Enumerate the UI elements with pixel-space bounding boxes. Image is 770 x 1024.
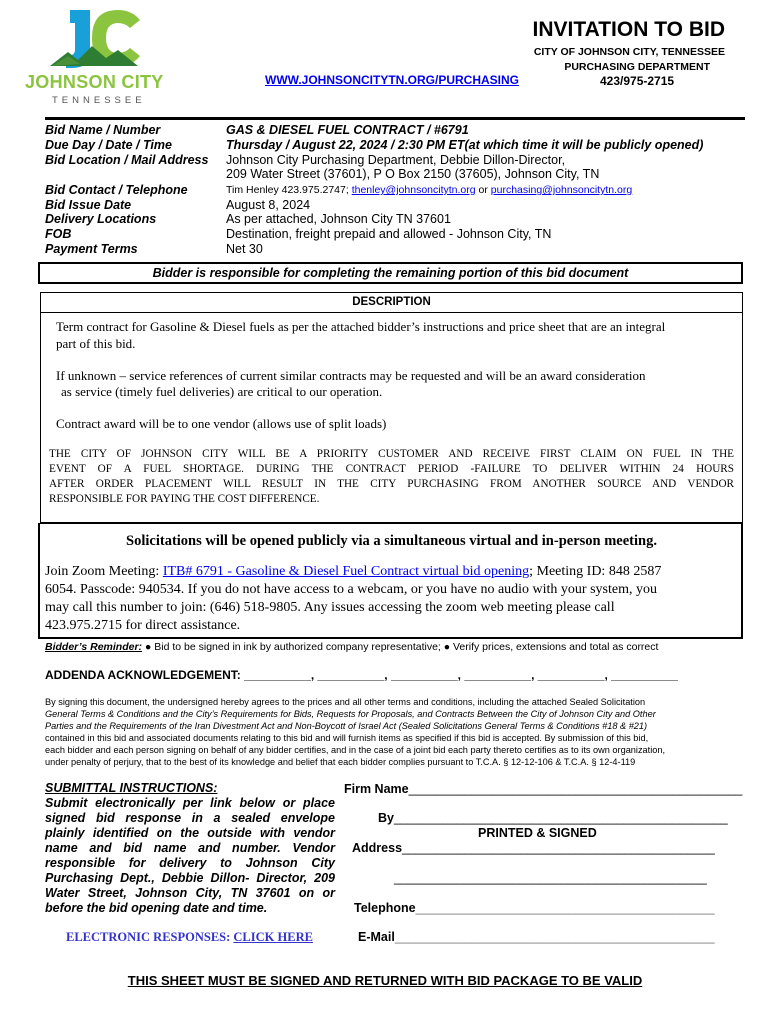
- department-line: PURCHASING DEPARTMENT: [564, 61, 710, 73]
- submittal-heading: SUBMITTAL INSTRUCTIONS:: [45, 781, 218, 795]
- address-line-2[interactable]: _____________________________________________: [394, 871, 707, 885]
- description-header: DESCRIPTION: [41, 293, 742, 313]
- city-line: CITY OF JOHNSON CITY, TENNESSEE: [533, 46, 725, 58]
- bidder-reminder: [45, 641, 658, 653]
- legal-line-3: Parties and the Requirements of the Iran Divestment Act and Non-Boycott of Israel Act (Sealed Solicitations General Terms & Conditions #18 & #21): [45, 721, 648, 731]
- location-value-1: Johnson City Purchasing Department, Debbie Dillon-Director,: [226, 153, 566, 167]
- legal-line-1: By signing this document, the undersigned hereby agrees to the prices and all other terms and conditions, including the attached Sealed Solicitation: [45, 697, 646, 707]
- email-label: E-Mail: [358, 930, 395, 944]
- submittal-line-1: Submit electronically per link below or place: [45, 796, 335, 810]
- zoom-line-4: 423.975.2715 for direct assistance.: [45, 618, 241, 633]
- click-here-link[interactable]: CLICK HERE: [233, 930, 313, 944]
- solicitation-heading: Solicitations will be opened publicly via a simultaneous virtual and in-person meeting.: [126, 533, 657, 549]
- addenda-blanks[interactable]: __________, __________, __________, __________, __________, __________: [244, 668, 678, 682]
- description-para3: Contract award will be to one vendor (allows use of split loads): [56, 416, 387, 431]
- bid-name-value: GAS & DIESEL FUEL CONTRACT / #6791: [226, 123, 469, 137]
- legal-line-2: General Terms & Conditions and the City’s Requirements for Bids, Requests for Proposals, and Contracts Between the City of Johnson City and Other: [45, 709, 656, 719]
- reminder-text: ● Bid to be signed in ink by authorized company representative; ● Verify prices, extensions and total as correct: [144, 641, 659, 653]
- addenda-acknowledgement: [45, 668, 678, 682]
- fob-label: FOB: [45, 227, 72, 241]
- description-para1-line2: part of this bid.: [56, 336, 136, 351]
- address-label: Address: [352, 841, 403, 855]
- by-field[interactable]: [378, 811, 728, 825]
- contact-email-link[interactable]: thenley@johnsoncitytn.org: [351, 184, 476, 196]
- firm-name-field[interactable]: [344, 782, 742, 796]
- description-caps-line2: EVENT OF A FUEL SHORTAGE. DURING THE CONTRACT PERIOD -FAILURE TO DELIVER WITHIN 24 HOURS: [49, 463, 734, 475]
- legal-line-5: each bidder and each person signing on behalf of any bidder certifies, and in the case of a joint bid each party thereto certifies as to its own organization,: [45, 745, 666, 755]
- header-divider: [45, 117, 745, 120]
- zoom-line-2: 6054. Passcode: 940534. If you do not have access to a webcam, or you have no audio with your system, you: [45, 582, 657, 597]
- printed-signed-caption: PRINTED & SIGNED: [478, 826, 597, 840]
- telephone-field[interactable]: [354, 901, 715, 915]
- email-field[interactable]: [358, 930, 715, 944]
- reminder-label: Bidder’s Reminder:: [45, 641, 143, 653]
- fob-value: Destination, freight prepaid and allowed - Johnson City, TN: [226, 227, 552, 241]
- description-caps-line3: AFTER ORDER PLACEMENT WILL RESULT IN THE CITY PURCHASING FROM ANOTHER SOURCE AND VENDOR: [49, 478, 734, 490]
- submittal-instructions: [45, 796, 335, 916]
- logo-text: JOHNSON CITY: [25, 72, 164, 92]
- bid-name-label: Bid Name / Number: [45, 123, 161, 137]
- electronic-responses-label: ELECTRONIC RESPONSES:: [66, 930, 231, 944]
- address-field[interactable]: [352, 841, 715, 855]
- due-value: Thursday / August 22, 2024 / 2:30 PM ET(at which time it will be publicly opened): [226, 138, 704, 152]
- terms-value: Net 30: [226, 242, 263, 256]
- description-para1-line1: Term contract for Gasoline & Diesel fuels as per the attached bidder’s instructions and price sheet that are an integral: [56, 319, 666, 334]
- submittal-line-5: responsible for delivery to Johnson City: [45, 856, 335, 870]
- telephone-label: Telephone: [354, 901, 416, 915]
- contact-label: Bid Contact / Telephone: [45, 183, 188, 197]
- electronic-responses: [66, 930, 313, 945]
- description-caps-line4: RESPONSIBLE FOR PAYING THE COST DIFFERENCE.: [49, 493, 320, 505]
- johnson-city-logo: [22, 6, 172, 106]
- solicitation-box: [38, 523, 743, 639]
- description-caps-line1: THE CITY OF JOHNSON CITY WILL BE A PRIORITY CUSTOMER AND RECEIVE FIRST CLAIM ON FUEL IN THE: [49, 448, 734, 460]
- zoom-line-3: may call this number to join: (646) 518-9805. Any issues accessing the zoom web meeting please call: [45, 600, 615, 615]
- terms-label: Payment Terms: [45, 242, 138, 256]
- footer-notice: THIS SHEET MUST BE SIGNED AND RETURNED WITH BID PACKAGE TO BE VALID: [127, 973, 643, 988]
- email-line[interactable]: ______________________________________________: [394, 930, 715, 944]
- purchasing-email-link[interactable]: purchasing@johnsoncitytn.org: [490, 184, 633, 196]
- addenda-label: ADDENDA ACKNOWLEDGEMENT:: [45, 668, 241, 682]
- by-line[interactable]: ________________________________________________: [393, 811, 728, 825]
- zoom-prefix: Join Zoom Meeting:: [45, 564, 160, 579]
- due-label: Due Day / Date / Time: [45, 138, 172, 152]
- submittal-line-4: name and bid name and number. Vendor: [45, 841, 335, 855]
- purchasing-website-link[interactable]: WWW.JOHNSONCITYTN.ORG/PURCHASING: [265, 73, 519, 87]
- contact-name: Tim Henley 423.975.2747;: [226, 184, 349, 196]
- legal-line-4: contained in this bid and associated documents relating to this bid and will furnish items as specified if this bid is accepted. By submission of this bid,: [45, 733, 649, 743]
- by-label: By: [378, 811, 394, 825]
- firm-name-label: Firm Name: [344, 782, 409, 796]
- location-value-2: 209 Water Street (37601), P O Box 2150 (37605), Johnson City, TN: [226, 167, 600, 181]
- submittal-line-3: plainly identified on the outside with vendor: [45, 826, 335, 840]
- submittal-line-8: before the bid opening date and time.: [45, 901, 268, 915]
- zoom-meeting-id: ; Meeting ID: 848 2587: [529, 564, 662, 579]
- submittal-line-2: signed bid response in a sealed envelope: [45, 811, 335, 825]
- issue-date-value: August 8, 2024: [226, 198, 311, 212]
- telephone-line[interactable]: ___________________________________________: [415, 901, 715, 915]
- logo-subtext: TENNESSEE: [52, 95, 146, 106]
- zoom-meeting-link[interactable]: ITB# 6791 - Gasoline & Diesel Fuel Contract virtual bid opening: [162, 564, 530, 579]
- contact-value: [226, 184, 632, 196]
- submittal-line-6: Purchasing Dept., Debbie Dillon- Director, 209: [45, 871, 335, 885]
- location-label: Bid Location / Mail Address: [45, 153, 209, 167]
- issue-date-label: Bid Issue Date: [45, 198, 132, 212]
- contact-or: or: [478, 184, 488, 196]
- description-para2-line2: as service (timely fuel deliveries) are critical to our operation.: [61, 384, 383, 399]
- zoom-line-1: [45, 564, 661, 580]
- delivery-label: Delivery Locations: [45, 212, 157, 226]
- page-title: INVITATION TO BID: [532, 18, 725, 41]
- description-para2-line1: If unknown – service references of current similar contracts may be requested and will be an award consideration: [56, 368, 646, 383]
- firm-name-line[interactable]: ________________________________________________: [408, 782, 743, 796]
- description-box: [40, 292, 743, 523]
- legal-line-6: under penalty of perjury, that to the best of its knowledge and belief that each bidder complies pursuant to T.C.A. § 12-12-106 & T.C.A. § 12-4-119: [45, 757, 636, 767]
- submittal-line-7: Water Street, Johnson City, TN 37601 on or: [45, 886, 335, 900]
- address-line[interactable]: _____________________________________________: [402, 841, 715, 855]
- delivery-value: As per attached, Johnson City TN 37601: [226, 212, 451, 226]
- department-phone: 423/975-2715: [600, 74, 675, 88]
- bidder-notice: Bidder is responsible for completing the remaining portion of this bid document: [38, 262, 743, 284]
